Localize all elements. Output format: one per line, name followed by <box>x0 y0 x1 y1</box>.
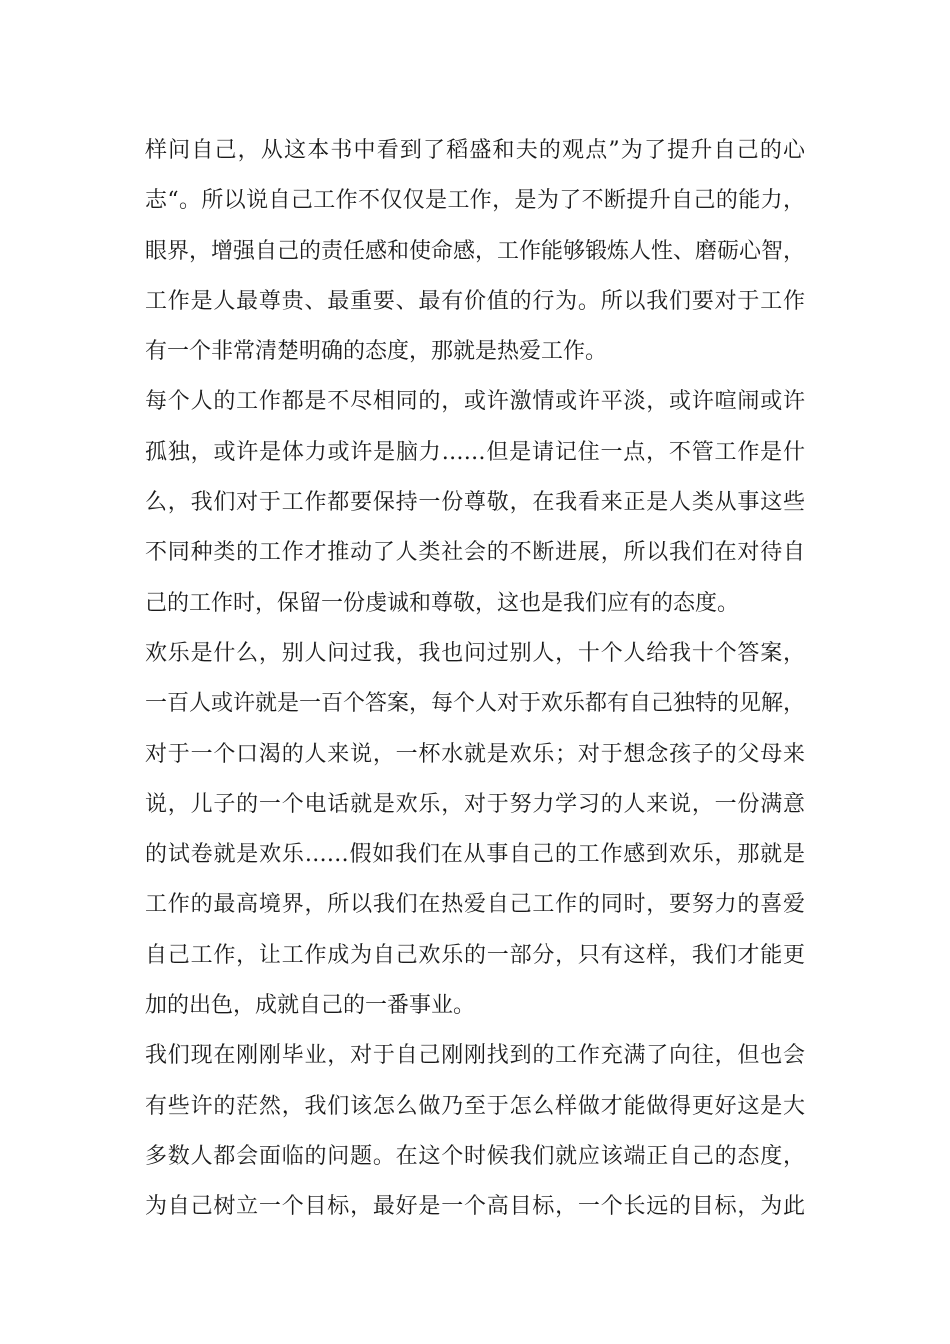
text-line: 说，儿子的一个电话就是欢乐，对于努力学习的人来说，一份满意 <box>145 791 805 817</box>
text-line: 样问自己，从这本书中看到了稻盛和夫的观点”为了提升自己的心 <box>145 138 805 163</box>
text-line: 的试卷就是欢乐……假如我们在从事自己的工作感到欢乐，那就是 <box>145 842 805 868</box>
text-line: 加的出色，成就自己的一番事业。 <box>145 993 476 1019</box>
body-text <box>145 126 805 1233</box>
text-line: 工作的最高境界，所以我们在热爱自己工作的同时，要努力的喜爱 <box>145 892 805 918</box>
text-line: 工作是人最尊贵、最重要、最有价值的行为。所以我们要对于工作 <box>145 288 805 314</box>
text-line: 不同种类的工作才推动了人类社会的不断进展，所以我们在对待自 <box>145 540 805 566</box>
text-line: 有些许的茫然，我们该怎么做乃至于怎么样做才能做得更好这是大 <box>145 1093 805 1119</box>
text-line: 有一个非常清楚明确的态度，那就是热爱工作。 <box>145 339 608 365</box>
text-line: 眼界，增强自己的责任感和使命感，工作能够锻炼人性、磨砺心智， <box>145 238 806 264</box>
text-line: 每个人的工作都是不尽相同的，或许激情或许平淡，或许喧闹或许 <box>145 389 805 415</box>
text-line: 己的工作时，保留一份虔诚和尊敬，这也是我们应有的态度。 <box>145 590 740 616</box>
text-line: 么，我们对于工作都要保持一份尊敬，在我看来正是人类从事这些 <box>145 490 805 516</box>
text-line: 为自己树立一个目标，最好是一个高目标，一个长远的目标，为此 <box>145 1194 805 1220</box>
text-line: 自己工作，让工作成为自己欢乐的一部分，只有这样，我们才能更 <box>145 942 805 968</box>
text-line: 我们现在刚刚毕业，对于自己刚刚找到的工作充满了向往，但也会 <box>145 1043 805 1069</box>
text-line: 志“。所以说自己工作不仅仅是工作，是为了不断提升自己的能力， <box>145 188 805 214</box>
text-line: 孤独，或许是体力或许是脑力……但是请记住一点，不管工作是什 <box>145 439 805 465</box>
text-line: 多数人都会面临的问题。在这个时候我们就应该端正自己的态度， <box>145 1143 805 1169</box>
text-line: 欢乐是什么，别人问过我，我也问过别人，十个人给我十个答案， <box>145 640 805 666</box>
text-line: 对于一个口渴的人来说，一杯水就是欢乐；对于想念孩子的父母来 <box>145 741 805 767</box>
text-line: 一百人或许就是一百个答案，每个人对于欢乐都有自己独特的见解， <box>145 691 806 717</box>
